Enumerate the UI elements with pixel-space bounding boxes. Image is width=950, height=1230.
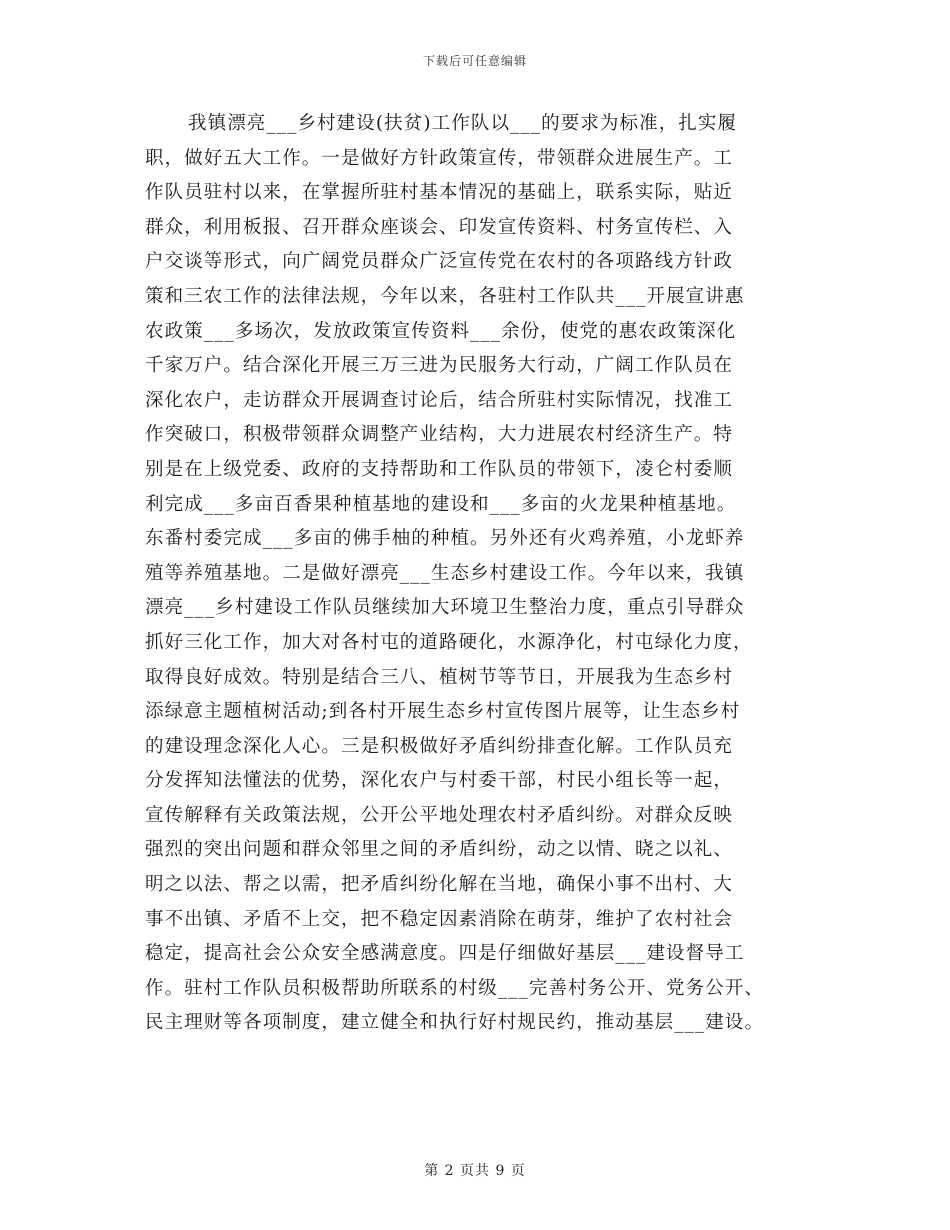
body-line: 作队员驻村以来，在掌握所驻村基本情况的基础上，联系实际，贴近: [145, 182, 734, 204]
body-line: 作。驻村工作队员积极帮助所联系的村级___完善村务公开、党务公开、: [145, 977, 765, 999]
body-line: 抓好三化工作，加大对各村屯的道路硬化，水源净化，村屯绿化力度，: [145, 631, 753, 653]
body-line: 取得良好成效。特别是结合三八、植树节等节日，开展我为生态乡村: [145, 666, 734, 688]
body-line: 强烈的突出问题和群众邻里之间的矛盾纠纷，动之以情、晓之以礼、: [145, 839, 734, 861]
body-line: 事不出镇、矛盾不上交，把不稳定因素消除在萌芽，维护了农村社会: [145, 908, 734, 930]
body-line: 作突破口，积极带领群众调整产业结构，大力进展农村经济生产。特: [145, 424, 734, 446]
body-line: 民主理财等各项制度，建立健全和执行好村规民约，推动基层___建设。: [145, 1012, 765, 1034]
document-body: [145, 107, 825, 1041]
body-line: 东番村委完成___多亩的佛手柚的种植。另外还有火鸡养殖，小龙虾养: [145, 528, 745, 550]
body-line: 群众，利用板报、召开群众座谈会、印发宣传资料、村务宣传栏、入: [145, 216, 734, 238]
page-footer: 第 2 页共 9 页: [424, 1163, 526, 1179]
body-line: 策和三农工作的法律法规，今年以来，各驻村工作队共___开展宣讲惠: [145, 285, 745, 307]
body-line: 我镇漂亮___乡村建设(扶贫)工作队以___的要求为标准，扎实履: [188, 113, 738, 134]
body-line: 职，做好五大工作。一是做好方针政策宣传，带领群众进展生产。工: [145, 147, 734, 169]
body-line: 户交谈等形式，向广阔党员群众广泛宣传党在农村的各项路线方针政: [145, 251, 734, 273]
body-line: 别是在上级党委、政府的支持帮助和工作队员的带领下，凌仑村委顺: [145, 458, 734, 480]
body-line: 农政策___多场次，发放政策宣传资料___余份，使党的惠农政策深化: [145, 320, 737, 342]
body-line: 稳定，提高社会公众安全感满意度。四是仔细做好基层___建设督导工: [145, 943, 745, 965]
body-line: 利完成___多亩百香果种植基地的建设和___多亩的火龙果种植基地。: [145, 493, 737, 515]
body-line: 宣传解释有关政策法规，公开公平地处理农村矛盾纠纷。对群众反映: [145, 804, 734, 826]
body-line: 明之以法、帮之以需，把矛盾纠纷化解在当地，确保小事不出村、大: [145, 874, 734, 896]
body-line: 分发挥知法懂法的优势，深化农户与村委干部，村民小组长等一起，: [145, 770, 734, 792]
body-line: 深化农户，走访群众开展调查讨论后，结合所驻村实际情况，找准工: [145, 389, 734, 411]
body-line: 添绿意主题植树活动;到各村开展生态乡村宣传图片展等，让生态乡村: [145, 701, 741, 723]
page-header: 下载后可任意编辑: [422, 54, 527, 68]
body-line: 的建设理念深化人心。三是积极做好矛盾纠纷排查化解。工作队员充: [145, 735, 734, 757]
body-line: 殖等养殖基地。二是做好漂亮___生态乡村建设工作。今年以来，我镇: [145, 562, 745, 584]
body-line: 千家万户。结合深化开展三万三进为民服务大行动，广阔工作队员在: [145, 355, 734, 377]
body-line: 漂亮___乡村建设工作队员继续加大环境卫生整治力度，重点引导群众: [145, 597, 745, 619]
